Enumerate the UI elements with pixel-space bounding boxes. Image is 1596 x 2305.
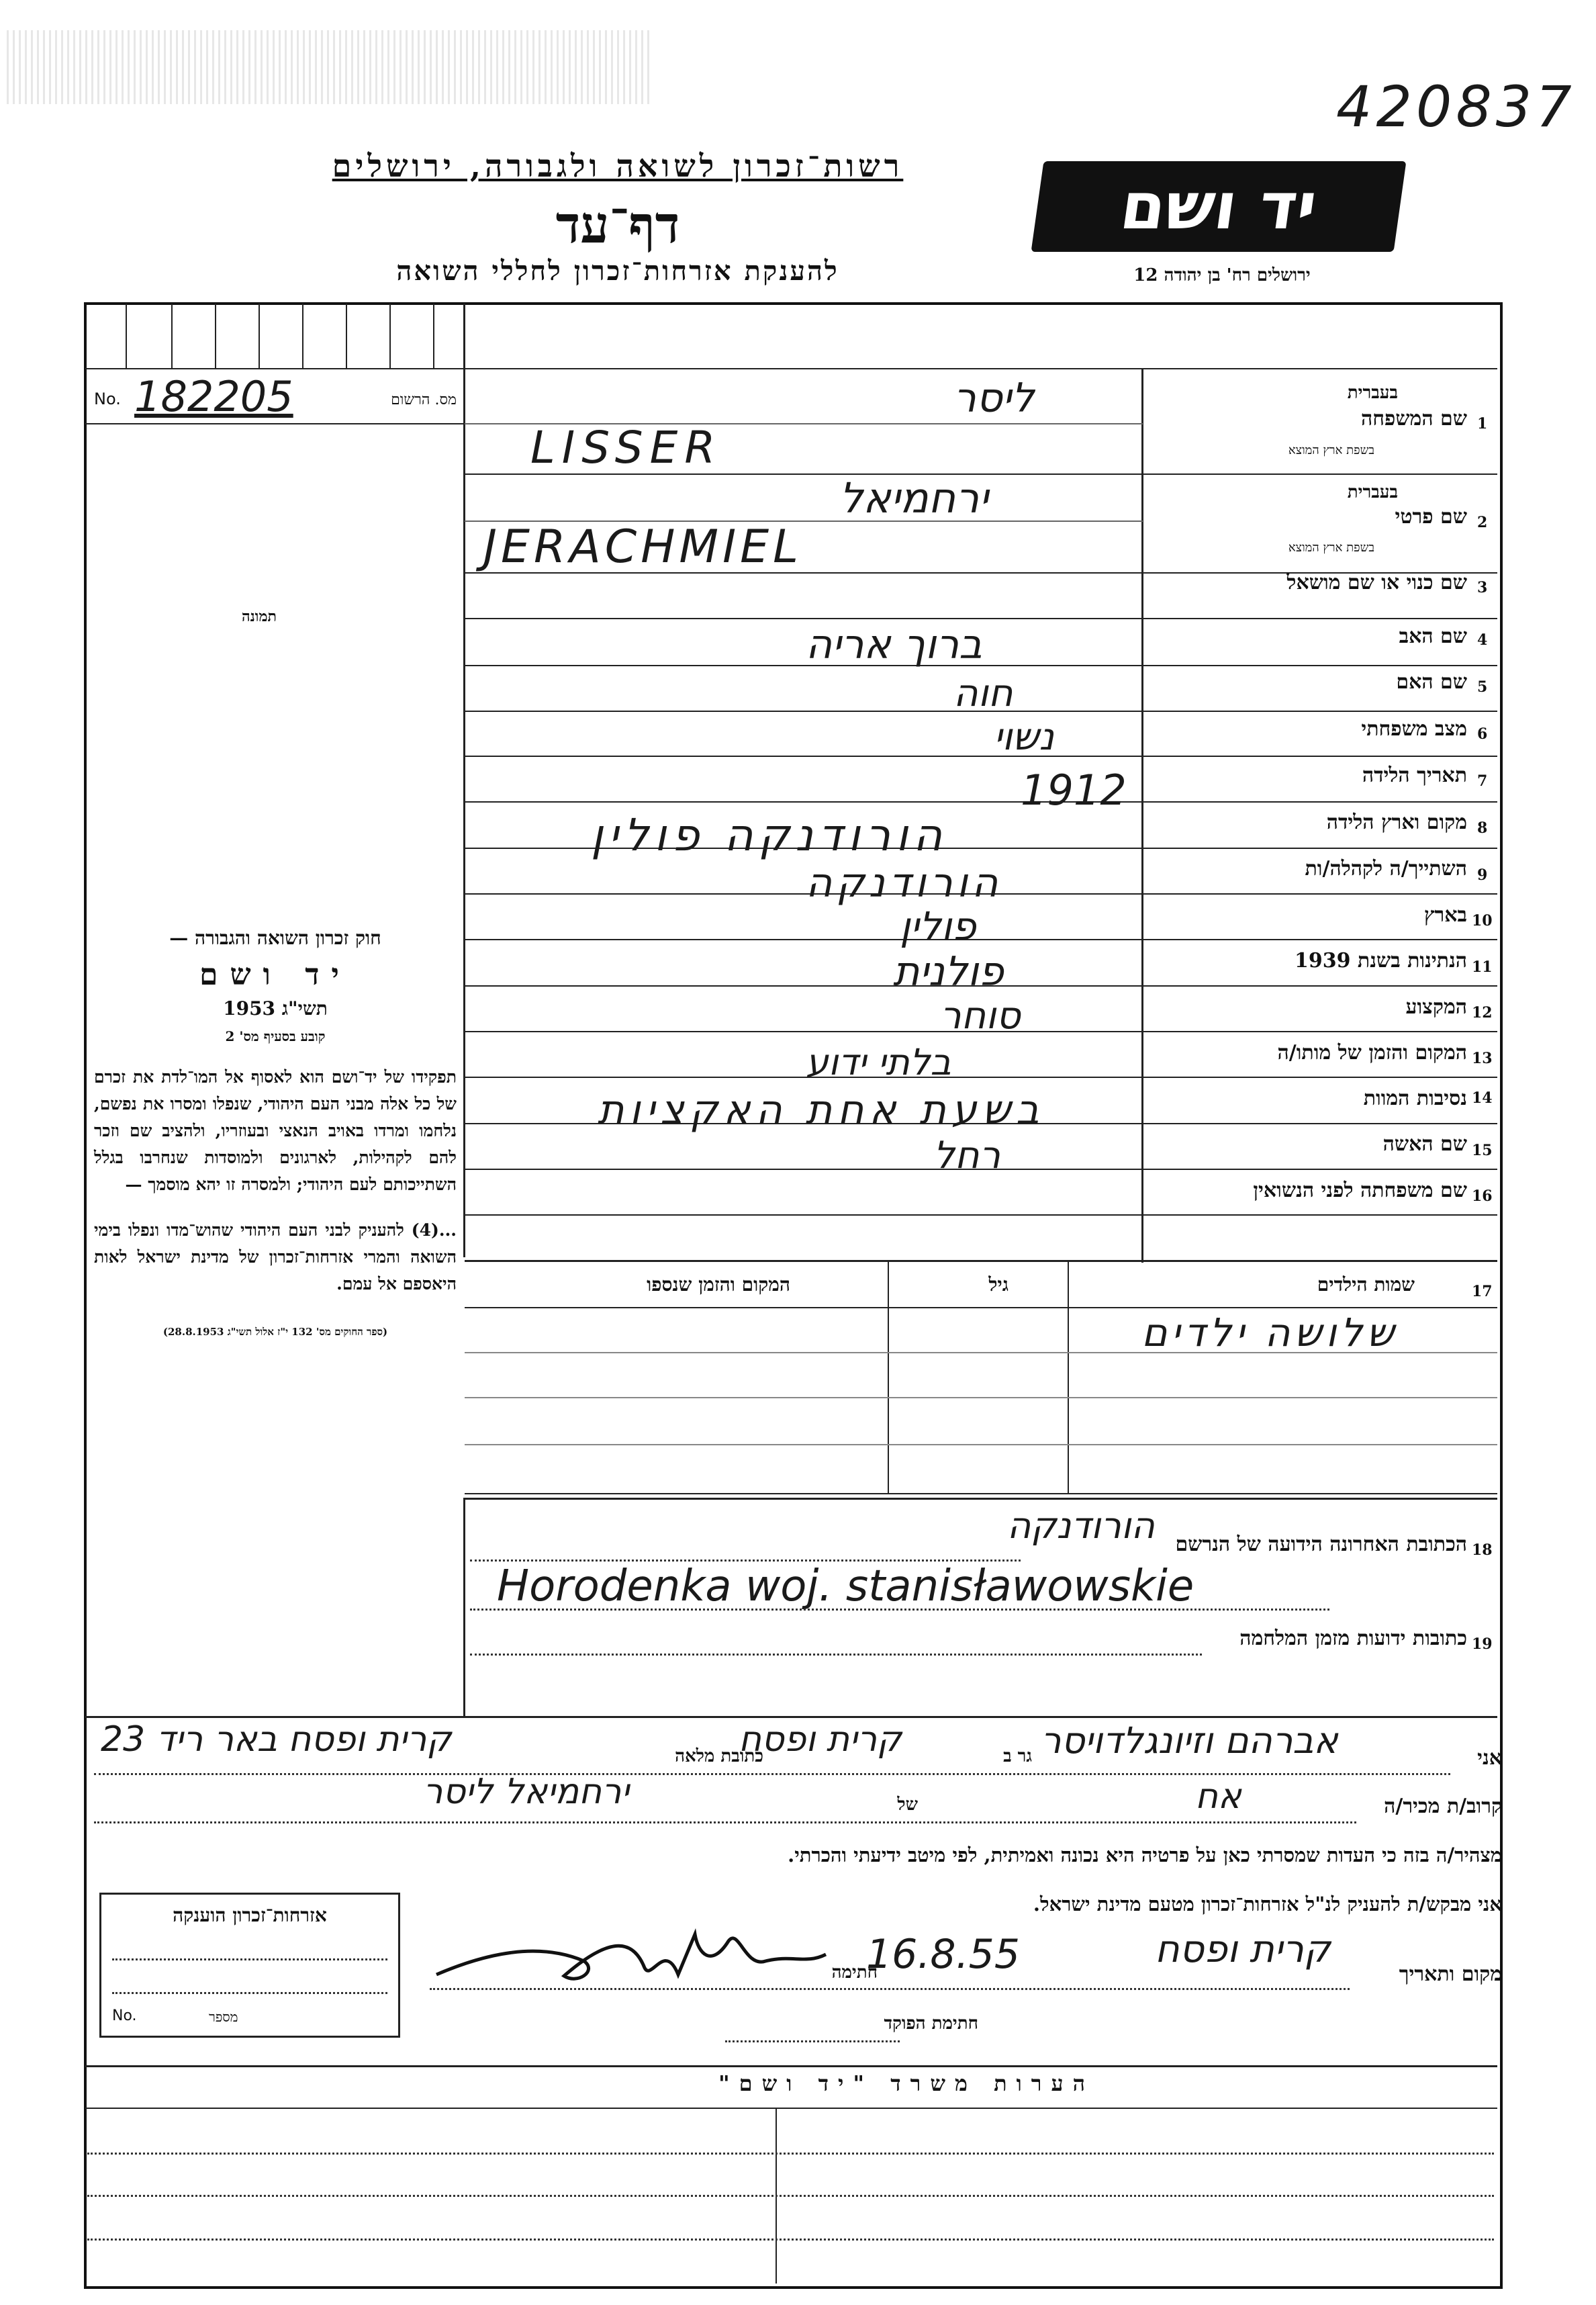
signature-label: חתימה — [831, 1962, 878, 1983]
field-7-number: 7 — [1477, 772, 1488, 790]
date-value: 16.8.55 — [866, 1931, 1021, 1978]
field-4-value: ברוך אריה — [806, 621, 982, 668]
top-box-divider — [346, 304, 347, 369]
top-box-divider — [126, 304, 127, 369]
field-4-number: 4 — [1477, 631, 1488, 649]
address-label: כתובת מלאה — [675, 1746, 763, 1766]
children-row-line — [465, 1397, 1497, 1398]
top-box-divider — [171, 304, 173, 369]
field-12-number: 12 — [1472, 1004, 1493, 1022]
authority-title: רשות־זכרון לשואה ולגבורה, ירושלים — [332, 148, 904, 184]
dwelling-label: גר ב — [1003, 1746, 1032, 1766]
field-14-number: 14 — [1472, 1089, 1493, 1107]
place-value: קרית ופסח — [1155, 1928, 1331, 1971]
children-col-divider — [1068, 1261, 1069, 1493]
citizenship-box-title: אזרחות־זכרון הוענקה — [173, 1904, 327, 1926]
law-name: יד ושם — [199, 958, 351, 992]
left-lower-divider — [463, 1498, 465, 1717]
law-clause: קובע בסעיף מס' 2 — [225, 1028, 326, 1044]
row-line — [465, 756, 1497, 757]
field-2-value-hebrew: ירחמיאל — [839, 473, 989, 523]
field-7-value: 1912 — [1021, 766, 1127, 815]
children-row-line — [465, 1444, 1497, 1445]
field-18-number: 18 — [1472, 1541, 1493, 1559]
field-12-value: סוחר — [940, 994, 1021, 1038]
children-header-line — [465, 1307, 1497, 1308]
top-boxes-bottom — [85, 368, 468, 369]
top-box-divider — [302, 304, 303, 369]
children-value: שלושה ילדים — [1141, 1310, 1399, 1355]
field-18-value-hebrew: הורודנקה — [1007, 1504, 1155, 1547]
header-row-bottom — [463, 368, 1497, 369]
field-13-value: בלתי ידוע — [806, 1041, 951, 1083]
citizenship-dotline — [112, 1958, 387, 1960]
field-19-label: כתובות ידועות מזמן המלחמה — [1239, 1627, 1467, 1650]
field-1-value-latin: LISSER — [530, 422, 722, 473]
citizenship-dotline — [112, 1992, 387, 1994]
citizenship-mispar: מספר — [209, 2009, 238, 2025]
law-year: תשי"ג 1953 — [223, 997, 328, 1020]
field-15-value: רחל — [933, 1134, 1001, 1177]
field-18-value-latin: Horodenka woj. stanisławowskie — [497, 1562, 1194, 1611]
field-1-number: 1 — [1477, 415, 1488, 433]
field-10-number: 10 — [1472, 912, 1493, 930]
field-14-label: נסיבות המוות — [1363, 1087, 1467, 1110]
row-line — [465, 1077, 1497, 1078]
declaration-statement-2: אני מבקש/ת להעניק לנ"ל אזרחות־זכרון מטעם מדינת ישראל. — [1033, 1893, 1502, 1915]
top-box-divider — [215, 304, 216, 369]
relation-dotline — [94, 1821, 1356, 1823]
notes-header-line — [85, 2108, 1497, 2109]
citizenship-no-label: No. — [112, 2007, 137, 2024]
law-para1: תפקידו של יד־ושם הוא לאסוף אל המו־לדת את זכרם של כל אלה מבני העם היהודי, שנפלו ומסרו את נפשם, נלחמו ומרדו באויב הנאצי ובעוזריו, ולהציב שם וזכר להם לקהילות, לארגונים ולמוסדות שנחרבו בגלל השתייכותם לעם היהודי; ולמסרה זו יהא מוסמך — — [94, 1067, 457, 1194]
law-footnote: (ספר החוקים מס' 132 י"ז אלול תשי"ג 28.8.1953) — [162, 1326, 388, 1338]
of-value: ירחמיאל ליסר — [423, 1772, 630, 1812]
supervisor-signature-label: חתימת הפוקד — [884, 2014, 978, 2034]
field-13-number: 13 — [1472, 1050, 1493, 1067]
registration-row-line — [85, 423, 465, 424]
declaration-statement-1: מצהיר/ה בזה כי העדות שמסרתי כאן על פרטיה היא נכונה ואמיתית, לפי מיטב ידיעתי והכרתי. — [788, 1844, 1502, 1866]
form-subtitle: להענקת אזרחות־זכרון לחללי השואה — [396, 255, 839, 287]
field-16-number: 16 — [1472, 1187, 1493, 1205]
office-notes-title: הערות משרד "יד ושם" — [718, 2071, 1095, 2096]
notes-top-line — [85, 2065, 1497, 2067]
field-16-label: שם משפחתה לפני הנשואין — [1253, 1179, 1467, 1202]
section-line — [465, 1498, 1497, 1500]
field-18-label: הכתובת האחרונה הידועה של הנרשם — [1175, 1533, 1467, 1556]
field-3-label: שם כנוי או שם מושאל — [1286, 571, 1467, 594]
photo-label: תמונה — [242, 608, 277, 625]
field-11-label: הנתינות בשנת 1939 — [1294, 949, 1467, 973]
supervisor-dotline — [725, 2040, 900, 2042]
field-4-label: שם האב — [1399, 625, 1467, 648]
row-line — [465, 1214, 1497, 1216]
field-9-value: הורודנקה — [806, 860, 1002, 907]
children-col-divider — [888, 1261, 889, 1493]
top-box-divider — [259, 304, 260, 369]
top-box-divider — [389, 304, 391, 369]
field-2-number: 2 — [1477, 514, 1488, 531]
field-19-dotline — [470, 1654, 1202, 1656]
field-13-label: המקום והזמן של מותו/ה — [1277, 1041, 1467, 1065]
logo-address: ירושלים רח' בן יהודה 12 — [1133, 265, 1311, 285]
notes-dotline — [87, 2153, 1494, 2155]
declaration-top-line — [85, 1716, 1497, 1718]
field-10-value: פולין — [900, 903, 976, 949]
field-2-label: שם פרטי — [1395, 505, 1467, 529]
top-box-divider — [433, 304, 434, 369]
field-11-number: 11 — [1472, 958, 1493, 976]
field-11-value: פולנית — [893, 948, 1004, 995]
declaration-prefix: אני — [1477, 1746, 1502, 1770]
field-18-dotline — [470, 1560, 1021, 1562]
law-title: חוק זכרון השואה והגבורה — — [169, 927, 381, 949]
field-15-number: 15 — [1472, 1142, 1493, 1159]
declaration-dotline — [94, 1773, 1450, 1775]
notes-dotline — [87, 2239, 1494, 2241]
declarant-name: אברהם וזיונגלדויסר — [1041, 1719, 1338, 1762]
field-9-label: השתייך/ה לקהלה/ות — [1305, 857, 1467, 880]
field-1-label: שם המשפחה — [1360, 407, 1467, 431]
law-para2: ...(4) להעניק לבני העם היהודי שהוש־מדו ונפלו בימי השואה והמרי אזרחות־זכרון של מדינת ישראל לאות היאספם אל עמם. — [94, 1220, 457, 1294]
field-2-value-latin: JERACHMIEL — [483, 521, 802, 574]
field-3-number: 3 — [1477, 579, 1488, 596]
field-17-number: 17 — [1472, 1283, 1493, 1300]
children-col-age: גיל — [988, 1273, 1008, 1296]
field-8-label: מקום וארץ הלידה — [1326, 811, 1467, 834]
field-5-number: 5 — [1477, 678, 1488, 696]
relation-label: קרוב/ת מכיר/ה — [1384, 1795, 1502, 1818]
field-1-sub-origin: בשפת ארץ המוצא — [1288, 443, 1374, 457]
logo-text: יד ושם — [1115, 169, 1322, 244]
left-column-divider — [463, 304, 465, 1257]
field-1-sub-hebrew: בעברית — [1347, 383, 1398, 403]
field-7-label: תאריך הלידה — [1362, 764, 1467, 787]
row-line — [465, 801, 1497, 803]
law-box — [94, 927, 457, 1491]
field-15-label: שם האשה — [1382, 1132, 1467, 1156]
field-2-sub-origin: בשפת ארץ המוצא — [1288, 541, 1374, 555]
field-6-number: 6 — [1477, 725, 1488, 743]
archive-number: 420837 — [1336, 74, 1576, 140]
field-19-number: 19 — [1472, 1635, 1493, 1653]
yad-vashem-logo — [1031, 161, 1407, 252]
field-8-number: 8 — [1477, 819, 1488, 837]
children-col-place: המקום והזמן שנספו — [647, 1273, 790, 1296]
field-8-value: הורודנקה פולין — [591, 809, 948, 861]
citizenship-box — [99, 1893, 400, 2038]
registration-number-value: 182205 — [134, 372, 293, 421]
of-label: של — [897, 1795, 918, 1815]
registration-number-row — [94, 372, 457, 421]
field-10-label: בארץ — [1423, 903, 1467, 927]
field-6-value: נשוי — [994, 715, 1054, 759]
field-14-value: בשעת אחת האקציות — [598, 1087, 1045, 1134]
field-2-sub-hebrew: בעברית — [1347, 482, 1398, 502]
registration-label: מס. הרשום — [391, 392, 457, 408]
field-18-dotline — [470, 1609, 1329, 1611]
registration-no-prefix: No. — [94, 390, 121, 408]
label-column-divider — [1141, 369, 1143, 1263]
dwelling-value: קרית ופסח — [739, 1719, 902, 1760]
field-6-label: מצב משפחתי — [1361, 717, 1467, 741]
field-1-value-hebrew: ליסר — [953, 375, 1035, 422]
place-date-label: מקום ותאריך — [1399, 1962, 1502, 1986]
field-5-label: שם האם — [1396, 670, 1467, 694]
signature-mark — [430, 1914, 833, 2001]
children-row-line — [465, 1493, 1497, 1494]
scan-smudge — [7, 30, 651, 104]
relation-value: אח — [1195, 1776, 1241, 1817]
field-12-label: המקצוע — [1405, 995, 1467, 1019]
notes-dotline — [87, 2195, 1494, 2197]
form-title: דף־עד — [555, 195, 680, 255]
field-9-number: 9 — [1477, 866, 1488, 884]
children-col-names: שמות הילדים — [1317, 1273, 1415, 1296]
row-line — [465, 939, 1497, 940]
field-5-value: חוה — [953, 672, 1013, 715]
address-value: קרית ופסח באר ריד 23 — [101, 1719, 452, 1760]
row-line — [465, 618, 1497, 619]
